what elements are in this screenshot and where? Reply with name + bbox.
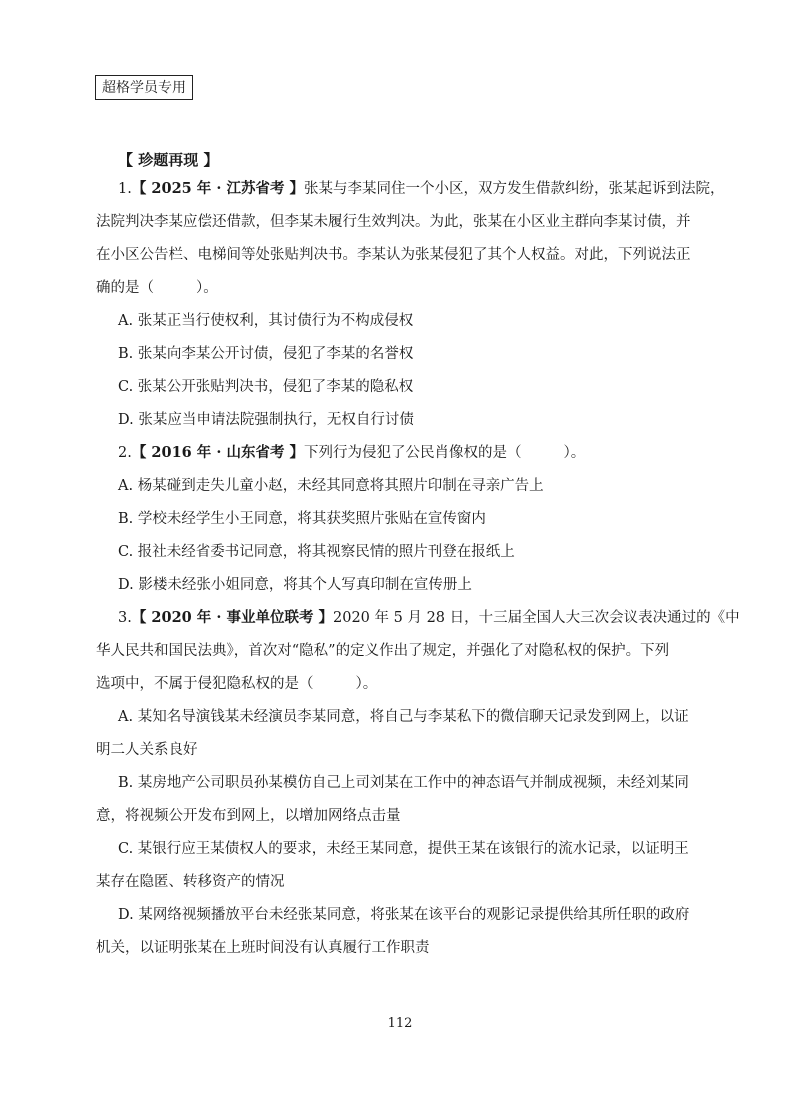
q1-option-c: C. 张某公开张贴判决书，侵犯了李某的隐私权 <box>118 379 414 395</box>
q2-source-tag: 【 2016 年 · 山东省考 】 <box>131 444 304 461</box>
q3-line-2: 华人民共和国民法典》，首次对“隐私”的定义作出了规定，并强化了对隐私权的保护。下列 <box>96 643 670 659</box>
q2-option-c: C. 报社未经省委书记同意，将其视察民情的照片刊登在报纸上 <box>118 544 515 560</box>
q3-option-a-line-1: A. 某知名导演钱某未经演员李某同意，将自己与李某私下的微信聊天记录发到网上，以证 <box>118 709 689 725</box>
q1-line-2: 法院判决李某应偿还借款，但李某未履行生效判决。为此，张某在小区业主群向李某讨债，并 <box>96 214 691 230</box>
q3-source-tag: 【 2020 年 · 事业单位联考 】 <box>131 609 333 626</box>
q2-option-a: A. 杨某碰到走失儿童小赵，未经其同意将其照片印制在寻亲广告上 <box>118 478 544 494</box>
section-title: 【 珍题再现 】 <box>118 151 219 169</box>
q1-source-tag: 【 2025 年 · 江苏省考 】 <box>131 180 304 197</box>
q2-option-b: B. 学校未经学生小王同意，将其获奖照片张贴在宣传窗内 <box>118 511 486 527</box>
q1-line-4: 确的是（ ）。 <box>96 280 218 296</box>
q1-line-1 <box>118 178 725 200</box>
q3-option-d-line-2: 机关，以证明张某在上班时间没有认真履行工作职责 <box>96 940 430 956</box>
student-only-badge: 超格学员专用 <box>95 75 193 100</box>
q3-number: 3. <box>118 610 132 626</box>
q3-option-c-line-1: C. 某银行应王某债权人的要求，未经王某同意，提供王某在该银行的流水记录，以证明王 <box>118 841 689 857</box>
q3-option-d-line-1: D. 某网络视频播放平台未经张某同意，将张某在该平台的观影记录提供给其所任职的政府 <box>118 907 690 923</box>
q3-option-c-line-2: 某存在隐匿、转移资产的情况 <box>96 874 285 890</box>
q3-option-b-line-2: 意，将视频公开发布到网上，以增加网络点击量 <box>96 808 401 824</box>
q1-option-b: B. 张某向李某公开讨债，侵犯了李某的名誉权 <box>118 346 414 362</box>
q3-line-3: 选项中，不属于侵犯隐私权的是（ ）。 <box>96 676 378 692</box>
q1-number: 1. <box>118 181 132 197</box>
q3-option-a-line-2: 明二人关系良好 <box>96 742 198 758</box>
q1-text-1: 张某与李某同住一个小区，双方发生借款纠纷，张某起诉到法院， <box>304 181 725 197</box>
q3-line-1: 3.【 2020 年 · 事业单位联考 】2020 年 5 月 28 日，十三届全国人大三次会议表决通过的《中 <box>118 609 740 626</box>
q1-line-3: 在小区公告栏、电梯间等处张贴判决书。李某认为张某侵犯了其个人权益。对此，下列说法正 <box>96 247 691 263</box>
q1-option-d: D. 张某应当申请法院强制执行，无权自行讨债 <box>118 412 414 428</box>
q2-line-1: 2.【 2016 年 · 山东省考 】下列行为侵犯了公民肖像权的是（ ）。 <box>118 444 586 461</box>
q3-option-b-line-1: B. 某房地产公司职员孙某模仿自己上司刘某在工作中的神态语气并制成视频，未经刘某同 <box>118 775 689 791</box>
q1-option-a: A. 张某正当行使权利，其讨债行为不构成侵权 <box>118 313 414 329</box>
q2-number: 2. <box>118 445 132 461</box>
q2-option-d: D. 影楼未经张小姐同意，将其个人写真印制在宣传册上 <box>118 577 472 593</box>
page-number: 112 <box>387 1016 413 1031</box>
